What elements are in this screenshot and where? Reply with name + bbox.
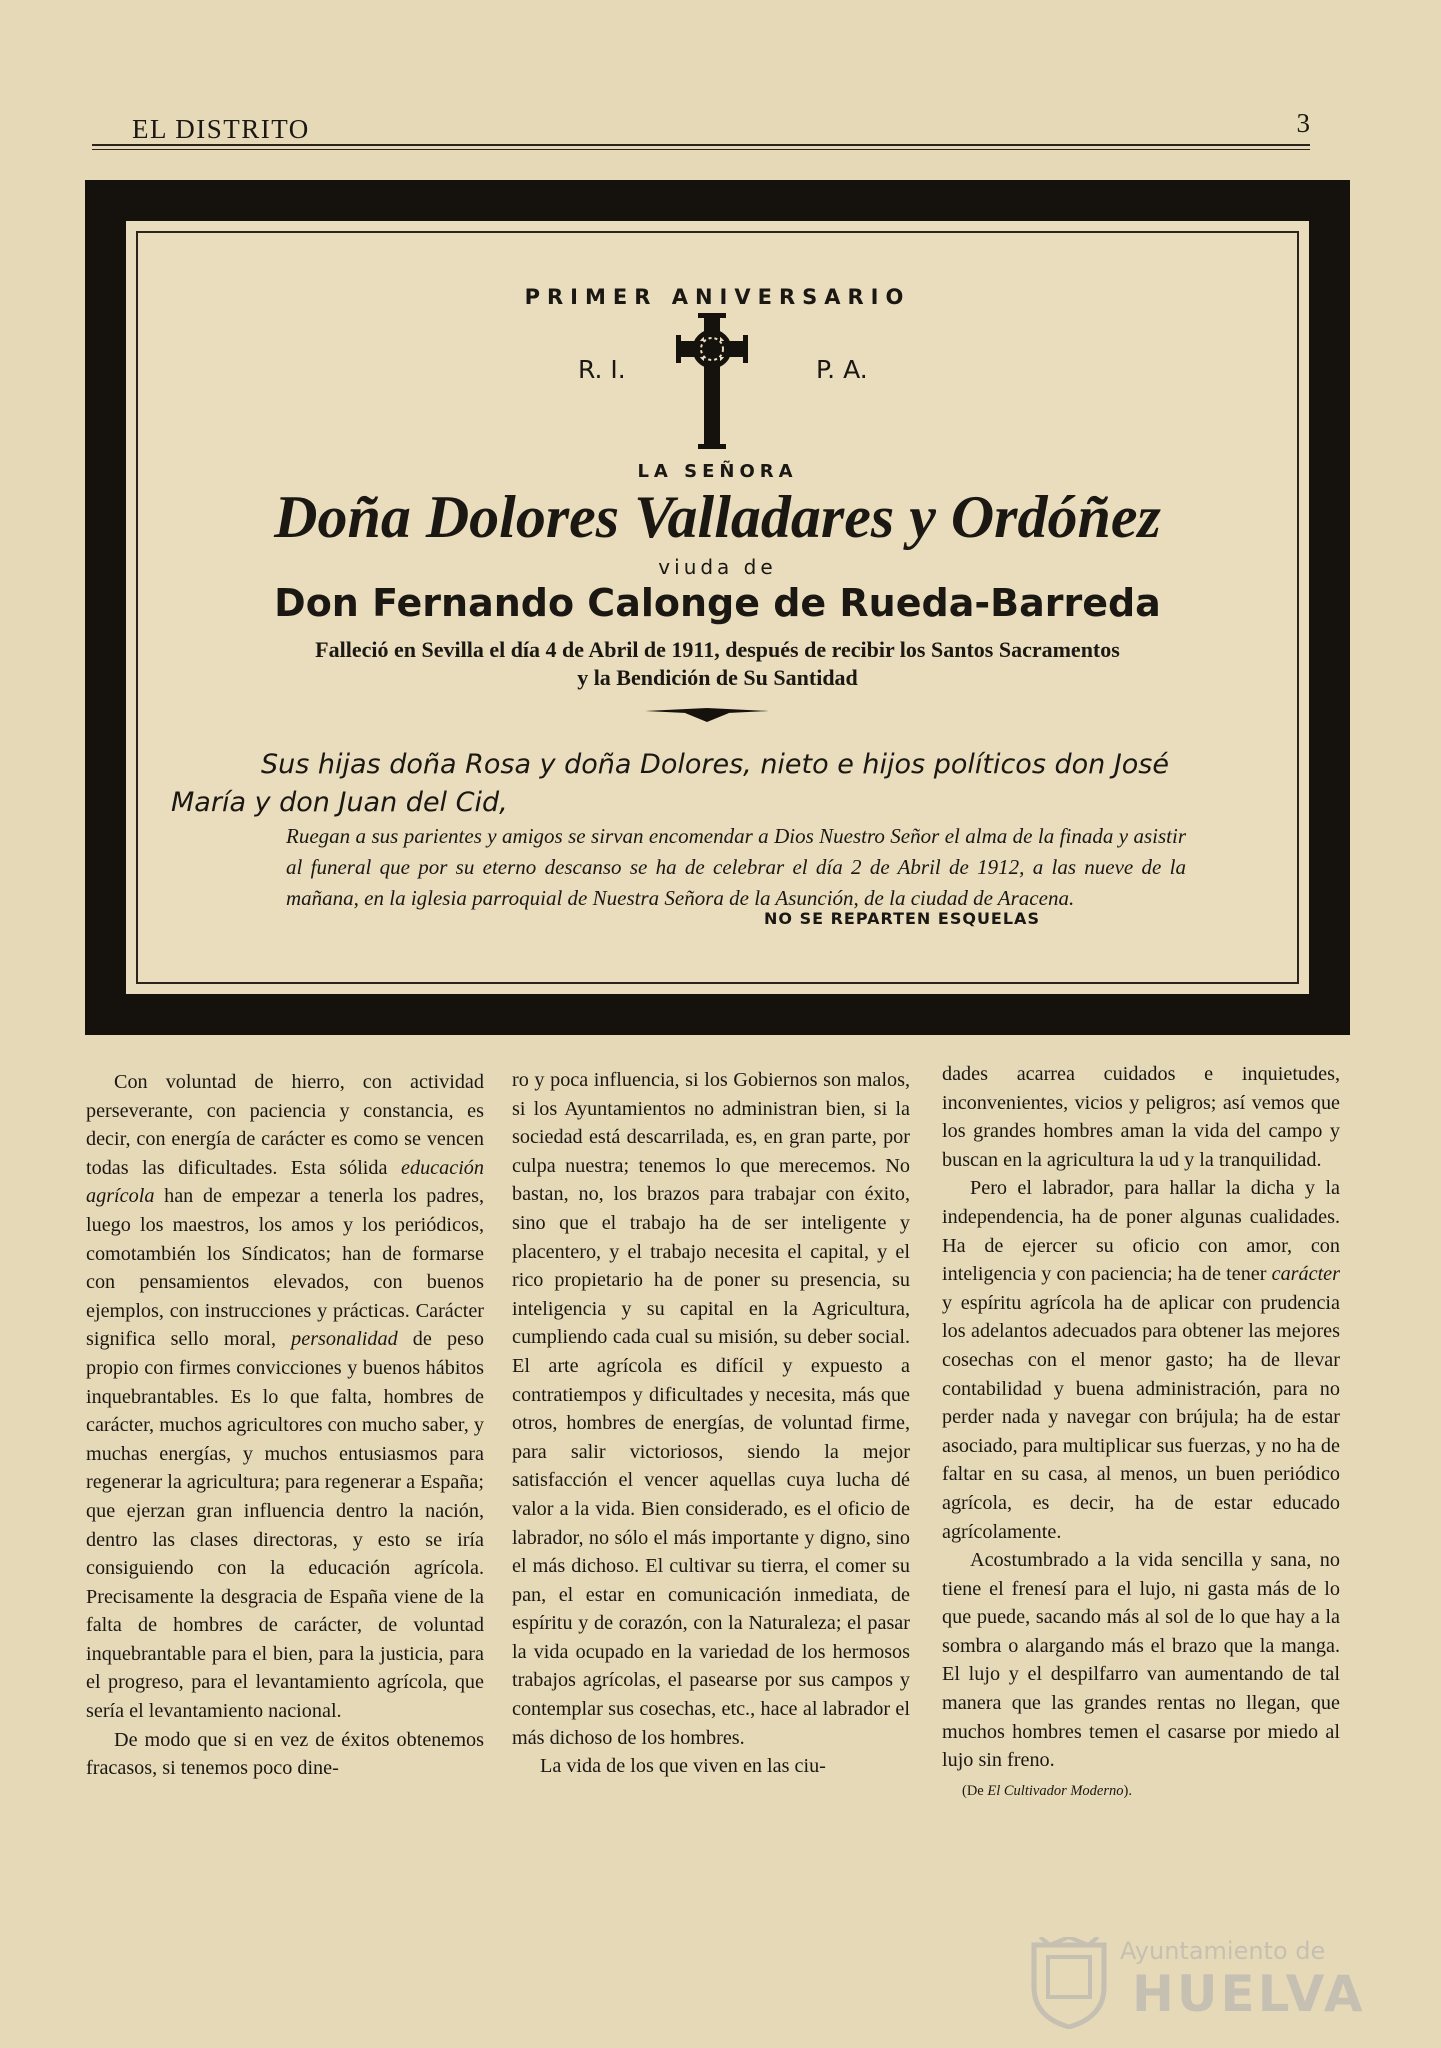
article-column-1 bbox=[86, 1068, 484, 1783]
article-column-3 bbox=[942, 1060, 1340, 1805]
no-reparten-notice: NO SE REPARTEN ESQUELAS bbox=[764, 909, 1040, 928]
ornament-divider-icon bbox=[645, 705, 769, 723]
col1-paragraph-2: De modo que si en vez de éxitos obtenemos fracasos, si tenemos poco dine- bbox=[86, 1728, 484, 1780]
la-senora-label: LA SEÑORA bbox=[637, 461, 798, 482]
ruegan-text: Ruegan a sus parientes y amigos se sirvan encomendar a Dios Nuestro Señor el alma de la finada y asistir al funeral que por su eterno descanso se ha de celebrar el día 2 de Abril de 1912, a las nueve de la mañana, en la iglesia parroquial de Nuestra Señora de la Asunción, de la ciudad de Aracena. bbox=[286, 824, 1186, 910]
col1-p1-italic-2: personalidad bbox=[291, 1328, 398, 1351]
source-prefix: (De bbox=[962, 1782, 988, 1799]
header-rule bbox=[92, 144, 1310, 146]
watermark-line-2: HUELVA bbox=[1132, 1965, 1366, 2023]
source-publication: El Cultivador Moderno bbox=[987, 1782, 1124, 1799]
col3-p2-text-b: y espíritu agrícola ha de aplicar con prudencia los adelantos adecuados para obtener las mejores cosechas con el menor gasto; ha de llevar contabilidad y buena administración, para no perder nada y navegar con brújula; ha de estar asociado, para multiplicar sus fuerzas, y no ha de faltar en su casa, al menos, un buen periódico agrícola, es decir, ha de estar educado agrícolamente. bbox=[942, 1291, 1340, 1543]
col1-paragraph-1 bbox=[86, 1068, 484, 1726]
col2-paragraph-1: ro y poca influencia, si los Gobiernos son malos, si los Ayuntamientos no administran bien, si la sociedad está descarrilada, es, en gran parte, por culpa nuestra; tenemos lo que merecemos. No bastan, no, los brazos para trabajar con éxito, sino que el trabajo ha de ser inteligente y placentero, y el trabajo necesita el capital, y el rico propietario ha de poner su presencia, su inteligencia y su capital en la Agricultura, cumpliendo cada cual su misión, su deber social. El arte agrícola es difícil y expuesto a contratiempos y dificultades y necesita, más que otros, hombres de energías, de voluntad firme, para salir victoriosos, siendo la mejor satisfacción el vencer aquellas cuya lucha dé valor a la vida. Bien considerado, es el oficio de labrador, no sólo el más importante y digno, sino el más dichoso. El cultivar su tierra, el comer su pan, el estar en comunicación inmediata, de espíritu y de corazón, con la Naturaleza; el pasar la vida ocupado en la variedad de los hermosos trabajos agrícolas, el pasearse por sus campos y contemplar sus cosechas, etc., hace al labrador el más dichoso de los hombres. bbox=[512, 1069, 910, 1749]
archive-watermark bbox=[1030, 1935, 1370, 2035]
col3-paragraph-2 bbox=[942, 1174, 1340, 1546]
col1-p1-italic-1: educación agrícola bbox=[86, 1156, 484, 1208]
newspaper-title: EL DISTRITO bbox=[132, 114, 310, 144]
col3-p2-italic: carácter bbox=[1271, 1263, 1340, 1286]
col1-p1-text-c: de peso propio con firmes convicciones y buenos hábitos inquebrantables. Es lo que falta, hombres de carácter, muchos agricultores con mucho saber, y muchas energías, y muchos entusiasmos para regenerar la agricultura; para regenerar a España; que ejerzan gran influencia dentro la nación, dentro las clases directoras, y esto se iría consiguiendo con la educación agrícola. Precisamente la desgracia de España viene de la falta de hombres de carácter, de voluntad inquebrantable para el bien, para la justicia, para el progreso, para el levantamiento agrícola, que sería el levantamiento nacional. bbox=[86, 1328, 484, 1723]
esquela-card bbox=[125, 220, 1310, 995]
rip-left: R. I. bbox=[578, 355, 626, 384]
col3-p2-text-a: Pero el labrador, para hallar la dicha y la independencia, ha de poner algunas cualidades. Ha de ejercer su oficio con amor, con inteligencia y con paciencia; ha de tener bbox=[942, 1177, 1340, 1286]
husband-name: Don Fernando Calonge de Rueda-Barreda bbox=[274, 581, 1161, 625]
fallecio-line-2: y la Bendición de Su Santidad bbox=[577, 665, 858, 690]
col2-paragraph-2: La vida de los que viven en las ciu- bbox=[540, 1755, 826, 1778]
watermark-line-1: Ayuntamiento de bbox=[1120, 1937, 1326, 1965]
col3-paragraph-1: dades acarrea cuidados e inquietudes, inconvenientes, vicios y peligros; así vemos que los grandes hombres aman la vida del campo y buscan en la agricultura la ud y la tranquilidad. bbox=[942, 1063, 1340, 1171]
cross-icon bbox=[676, 313, 748, 449]
header-rule-thin bbox=[92, 149, 1310, 150]
deceased-name: Doña Dolores Valladares y Ordóñez bbox=[274, 484, 1161, 550]
fallecio-line-1: Falleció en Sevilla el día 4 de Abril de 1911, después de recibir los Santos Sacramentos bbox=[315, 637, 1120, 662]
article-column-2 bbox=[512, 1066, 910, 1781]
running-header bbox=[92, 110, 1310, 146]
page-number: 3 bbox=[1296, 108, 1310, 138]
source-suffix: ). bbox=[1123, 1782, 1132, 1799]
coat-of-arms-icon bbox=[1030, 1937, 1108, 2029]
mourning-frame bbox=[85, 180, 1350, 1035]
col1-p1-text-b: han de empezar a tenerla los padres, luego los maestros, los amos y los periódicos, comotambién los Síndicatos; han de formarse con pensamientos elevados, con buenos ejemplos, con instrucciones y prácticas. Carácter significa sello moral, bbox=[86, 1185, 484, 1351]
rip-right: P. A. bbox=[816, 355, 868, 384]
col3-paragraph-3: Acostumbrado a la vida sencilla y sana, no tiene el frenesí para el lujo, ni gasta más de lo que puede, sacando más al sol de lo que hay a la sombra o alargando más el brazo que la manga. El lujo y el despilfarro van aumentando de tal manera que las grandes rentas no llegan, que muchos hombres temen el casarse por miedo al lujo sin freno. bbox=[942, 1549, 1340, 1772]
aniversario-heading: PRIMER ANIVERSARIO bbox=[524, 285, 911, 309]
viuda-de-label: viuda de bbox=[658, 555, 777, 579]
col1-p1-text-a: Con voluntad de hierro, con actividad perseverante, con paciencia y constancia, es decir, con energía de carácter es como se vencen todas las dificultades. Esta sólida bbox=[86, 1071, 484, 1179]
fallecio-text bbox=[126, 636, 1309, 692]
hijas-text: Sus hijas doña Rosa y doña Dolores, nieto e hijos políticos don José María y don Juan del Cid, bbox=[171, 749, 1169, 818]
article-source bbox=[942, 1777, 1340, 1806]
